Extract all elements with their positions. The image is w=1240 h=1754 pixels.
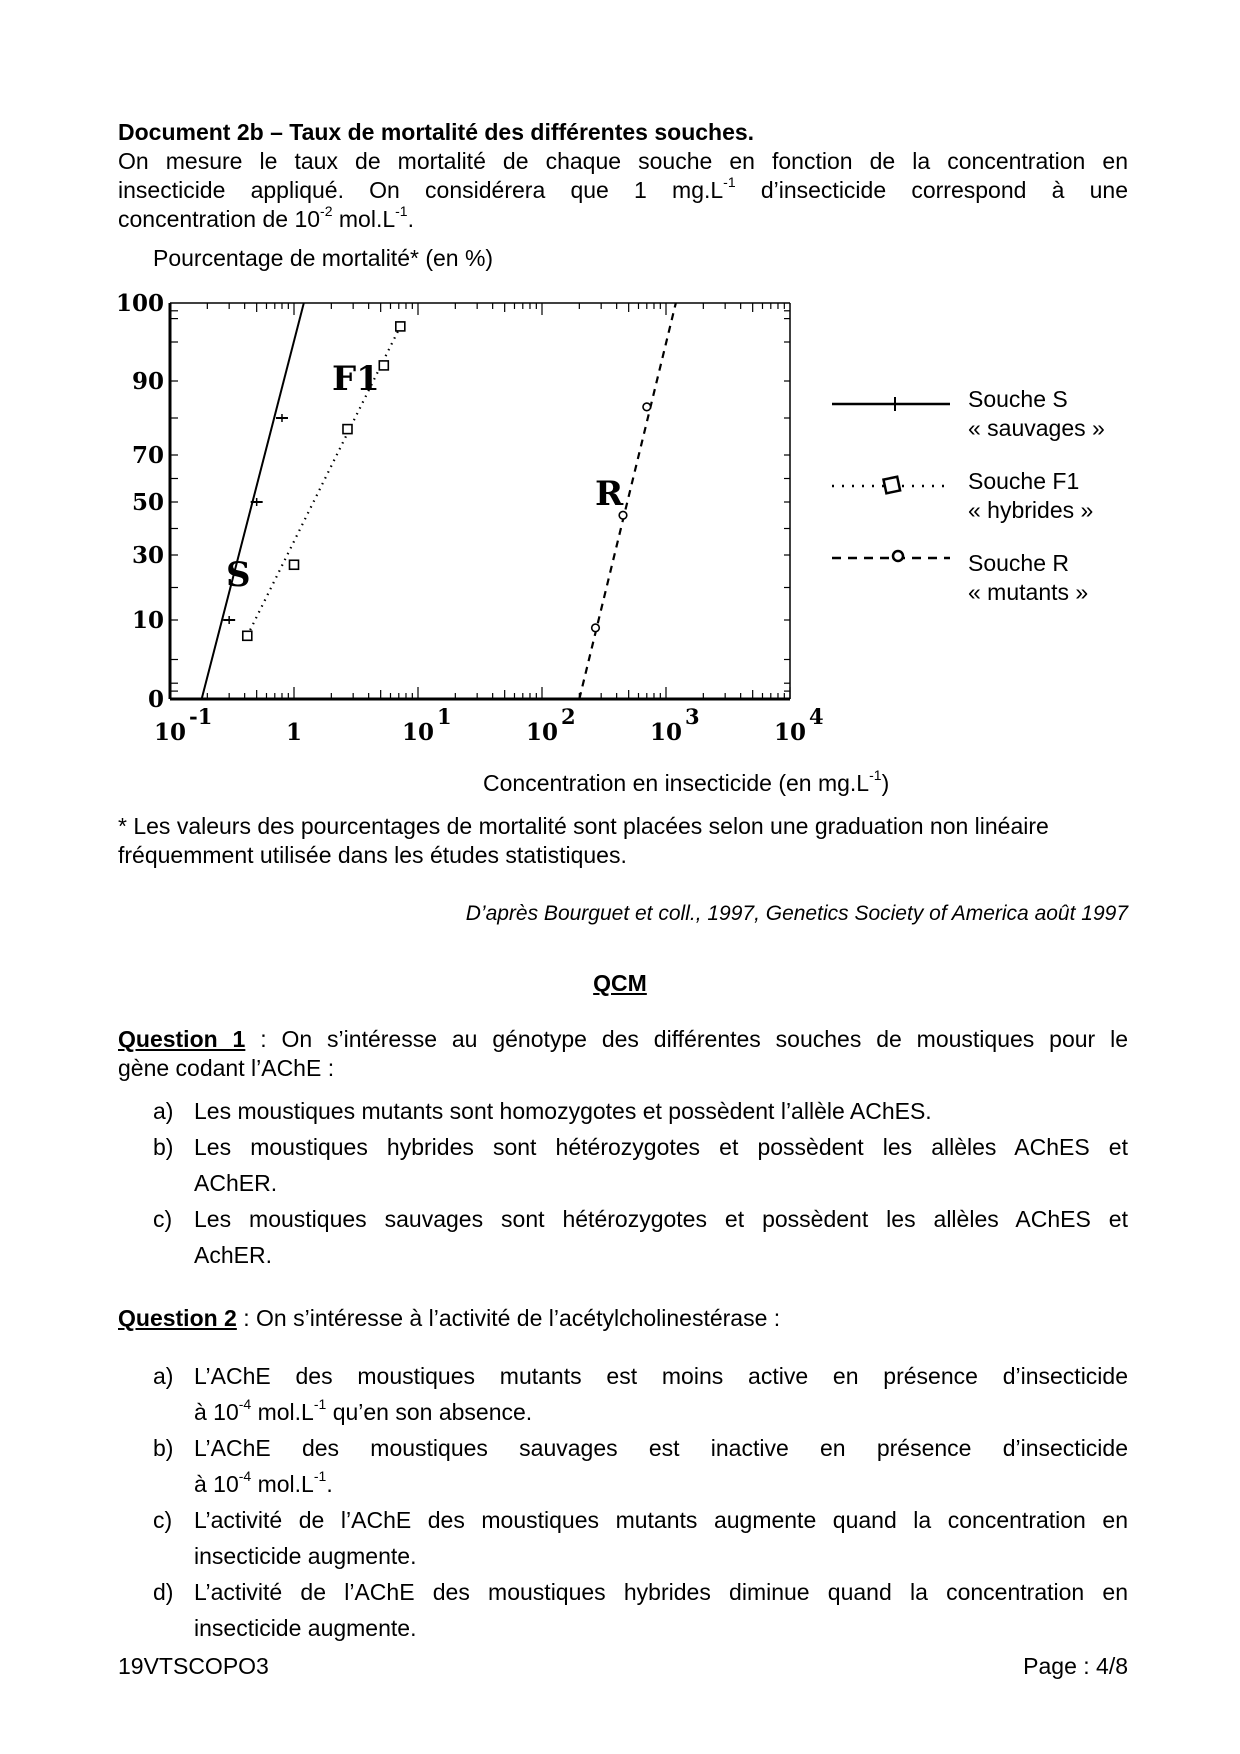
y-tick-label: 0 — [147, 686, 164, 713]
q1-option-a-letter: a) — [153, 1098, 174, 1124]
footer-page: Page : 4/8 — [1023, 1653, 1128, 1679]
question-2-label: Question 2 — [118, 1305, 237, 1331]
q2-option-a-text-2: à $10^{-4}$ $mol.L^{-1}$ qu’en son absence. — [194, 1396, 533, 1425]
series-f1-point — [396, 322, 405, 331]
question-1-line-1: Question 1 : On s’intéresse au génotype des différentes souches de moustiques pour le — [118, 1026, 1128, 1052]
legend-r-desc: « mutants » — [968, 579, 1089, 605]
q1-option-c-text-1: Les moustiques sauvages sont hétérozygotes et possèdent les allèles AChES et — [194, 1206, 1128, 1232]
x-tick-exponent: -1 — [189, 704, 213, 729]
q2-option-a-letter: a) — [153, 1363, 174, 1389]
q2-option-b-text-1: L’AChE des moustiques sauvages est inactive en présence d’insecticide — [194, 1435, 1128, 1461]
footnote-line-2: fréquemment utilisée dans les études statistiques. — [118, 842, 627, 868]
x-tick-exponent: 2 — [561, 704, 576, 729]
series-f1 — [243, 322, 405, 640]
x-tick-exponent: 1 — [437, 704, 452, 729]
question-1-label: Question 1 — [118, 1026, 246, 1052]
legend-s-name: Souche S — [968, 386, 1068, 412]
series-s — [202, 303, 304, 699]
series-r-point — [592, 624, 600, 632]
chart-y-label: Pourcentage de mortalité* (en %) — [153, 245, 494, 271]
q2-option-d-letter: d) — [153, 1579, 174, 1605]
y-tick-label: 70 — [131, 442, 164, 469]
q2-option-d-text-2: insecticide augmente. — [194, 1615, 417, 1641]
chart-x-label: Concentration en insecticide (en $mg.L^{-1}$) — [483, 767, 890, 796]
q2-option-c-letter: c) — [153, 1507, 173, 1533]
question-2-line-1: Question 2 : On s’intéresse à l’activité de l’acétylcholinestérase : — [118, 1305, 781, 1331]
y-tick-label: 50 — [131, 489, 164, 516]
question-2 — [118, 1304, 1128, 1333]
qcm-title: QCM — [593, 970, 647, 996]
series-s-point — [223, 616, 235, 624]
q2-option-c-text-1: L’activité de l’AChE des moustiques mutants augmente quand la concentration en — [194, 1507, 1128, 1533]
series-label-s: S — [226, 555, 251, 595]
x-tick-exponent: 4 — [809, 704, 824, 729]
series-label-f1: F1 — [332, 359, 380, 399]
series-r-point — [643, 403, 651, 411]
document-title: Document 2b – Taux de mortalité des différentes souches. — [118, 119, 755, 145]
question-1 — [118, 1025, 1128, 1083]
q2-option-b-text-2: à $10^{-4}$ $mol.L^{-1}$. — [194, 1468, 333, 1497]
intro-line-1: On mesure le taux de mortalité de chaque souche en fonction de la concentration en — [118, 148, 1128, 174]
legend-marker-f1 — [883, 477, 900, 494]
footnote — [118, 812, 1128, 870]
series-r-line — [579, 303, 675, 699]
q1-option-c-text-2: AchER. — [194, 1242, 272, 1268]
series-r — [579, 303, 675, 699]
legend-s-desc: « sauvages » — [968, 415, 1105, 441]
q2-option-d-text-1: L’activité de l’AChE des moustiques hybrides diminue quand la concentration en — [194, 1579, 1128, 1605]
series-f1-point — [343, 425, 352, 434]
series-s-point — [276, 414, 288, 422]
legend-item-r — [968, 549, 1088, 607]
x-tick-exponent: 3 — [685, 704, 700, 729]
source-citation: D’après Bourguet et coll., 1997, Genetics Society of America août 1997 — [465, 902, 1128, 925]
x-tick-label: 10 — [153, 719, 187, 746]
y-tick-label: 90 — [131, 368, 164, 395]
q2-option-b-letter: b) — [153, 1435, 174, 1461]
q2-option-c-text-2: insecticide augmente. — [194, 1543, 417, 1569]
legend-item-s — [968, 385, 1105, 443]
series-f1-point — [290, 560, 299, 569]
legend-marker-r — [893, 551, 903, 561]
footnote-line-1: * Les valeurs des pourcentages de mortalité sont placées selon une graduation non linéaire — [118, 813, 1049, 839]
x-tick-label: 10 — [401, 719, 435, 746]
intro-line-3: concentration de $10^{-2}$ $mol.L^{-1}$. — [118, 203, 414, 232]
intro-line-2: insecticide appliqué. On considérera que 1 $mg.L^{-1}$ d’insecticide correspond à une — [118, 174, 1128, 203]
q2-option-a-text-1: L’AChE des moustiques mutants est moins active en présence d’insecticide — [194, 1363, 1128, 1389]
footer-code: 19VTSCOPO3 — [118, 1653, 269, 1679]
x-tick-label: 10 — [525, 719, 559, 746]
legend-item-f1 — [968, 467, 1093, 525]
series-label-r: R — [595, 474, 624, 514]
legend-f1-name: Souche F1 — [968, 468, 1080, 494]
y-tick-label: 100 — [115, 290, 164, 317]
question-1-line-2: gène codant l’AChE : — [118, 1055, 335, 1081]
legend-f1-desc: « hybrides » — [968, 497, 1094, 523]
q1-option-b-text-2: AChER. — [194, 1170, 278, 1196]
x-tick-label: 10 — [773, 719, 807, 746]
y-tick-label: 30 — [131, 542, 164, 569]
q1-option-a-text: Les moustiques mutants sont homozygotes et possèdent l’allèle AChES. — [194, 1098, 932, 1124]
x-tick-label: 10 — [649, 719, 683, 746]
q1-option-c-letter: c) — [153, 1206, 173, 1232]
series-f1-point — [243, 631, 252, 640]
legend-r-name: Souche R — [968, 550, 1070, 576]
q1-option-b-text-1: Les moustiques hybrides sont hétérozygotes et possèdent les allèles AChES et — [194, 1134, 1128, 1160]
series-f1-point — [379, 361, 388, 370]
x-tick-label: 1 — [285, 719, 303, 746]
q1-option-b-letter: b) — [153, 1134, 174, 1160]
y-tick-label: 10 — [131, 607, 164, 634]
